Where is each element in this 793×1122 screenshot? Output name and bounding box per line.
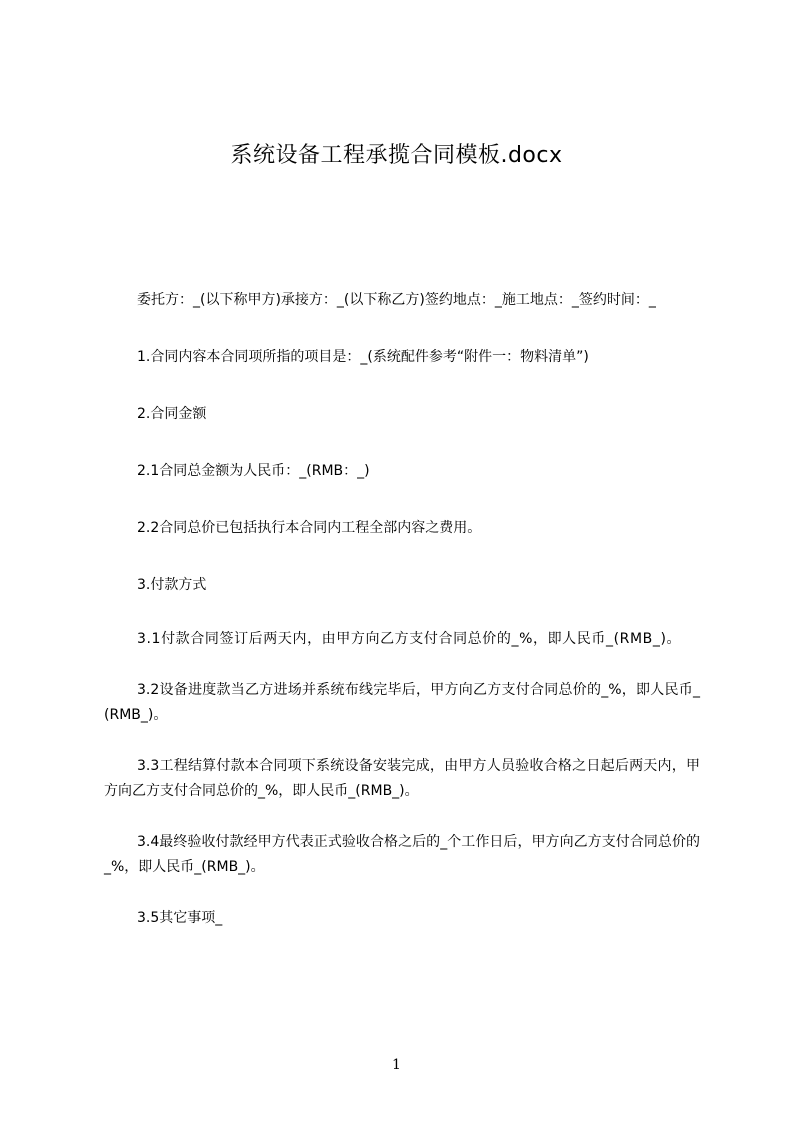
paragraph-payment-3-3: 3.3工程结算付款本合同项下系统设备安装完成，由甲方人员验收合格之日起后两天内，甲方向乙方支付合同总价的_%，即人民币_(RMB_)。 — [104, 758, 700, 799]
heading-contract-amount: 2.合同金额 — [137, 406, 207, 422]
paragraph-total-price-includes: 2.2合同总价已包括执行本合同内工程全部内容之费用。 — [137, 520, 482, 536]
page-number: 1 — [392, 1057, 401, 1073]
document-body — [104, 288, 700, 931]
paragraph-total-amount: 2.1合同总金额为人民币：_(RMB：_) — [137, 463, 370, 479]
paragraph-payment-3-1: 3.1付款合同签订后两天内，由甲方向乙方支付合同总价的_%，即人民币_(RMB_)。 — [137, 631, 682, 647]
heading-payment-method: 3.付款方式 — [137, 577, 207, 593]
paragraph-other-matters: 3.5其它事项_ — [137, 910, 223, 926]
paragraph-contract-content: 1.合同内容本合同项所指的项目是：_(系统配件参考“附件一：物料清单”) — [137, 349, 589, 365]
document-title: 系统设备工程承揽合同模板.docx — [230, 143, 563, 168]
paragraph-payment-3-2: 3.2设备进度款当乙方进场并系统布线完毕后，甲方向乙方支付合同总价的_%，即人民币_(RMB_)。 — [104, 682, 700, 723]
paragraph-payment-3-4: 3.4最终验收付款经甲方代表正式验收合格之后的_个工作日后，甲方向乙方支付合同总价的_%，即人民币_(RMB_)。 — [104, 834, 700, 875]
paragraph-parties: 委托方：_(以下称甲方)承接方：_(以下称乙方)签约地点：_施工地点：_签约时间：_ — [137, 292, 656, 308]
